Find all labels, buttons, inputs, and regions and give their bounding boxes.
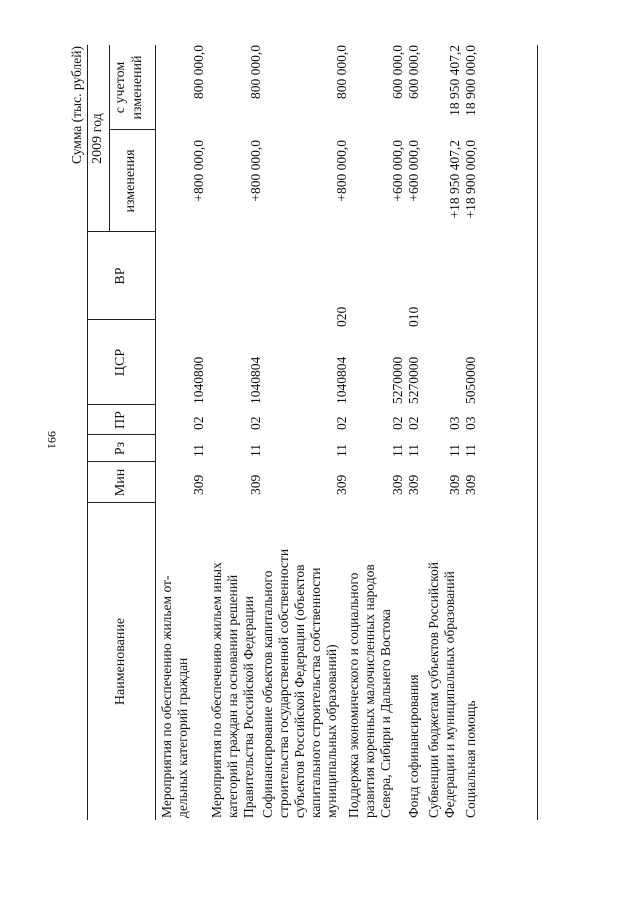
row-7-with-changes: 18 900 000,0 bbox=[463, 45, 478, 116]
row-4-name-line-3: Севера, Сибири и Дальнего Востока bbox=[378, 609, 393, 818]
row-3-name-line-4: капитального строительства собственности bbox=[308, 567, 323, 818]
row-2-pr: 02 bbox=[248, 416, 263, 430]
row-7-min: 309 bbox=[463, 474, 478, 495]
row-4-changes: +600 000,0 bbox=[390, 140, 405, 202]
row-7-changes: +18 900 000,0 bbox=[463, 140, 478, 219]
row-3-name-line-3: субъектов Российской Федерации (объектов bbox=[292, 564, 307, 818]
budget-table bbox=[87, 45, 537, 820]
header-with-changes-line2: изменений bbox=[130, 55, 145, 120]
row-5-with-changes: 600 000,0 bbox=[406, 45, 421, 99]
row-3-name-line-1: Софинансирование объектов капитального bbox=[260, 570, 275, 818]
row-1-min: 309 bbox=[191, 474, 206, 495]
header-bottom-border bbox=[155, 45, 156, 820]
row-4-name-line-1: Поддержка экономического и социального bbox=[346, 572, 361, 818]
row-4-csr: 5270000 bbox=[390, 356, 405, 404]
row-3-min: 309 bbox=[334, 474, 349, 495]
row-3-name-line-5: муниципальных образований) bbox=[324, 644, 339, 818]
row-3-with-changes: 800 000,0 bbox=[334, 45, 349, 99]
year-underline bbox=[109, 45, 110, 232]
row-6-min: 309 bbox=[447, 474, 462, 495]
row-2-name-line-1: Мероприятия по обеспечению жильем иных bbox=[209, 562, 224, 818]
row-3-pr: 02 bbox=[334, 416, 349, 430]
row-1-rz: 11 bbox=[191, 444, 206, 457]
table-border-bottom bbox=[537, 45, 538, 820]
row-2-rz: 11 bbox=[248, 444, 263, 457]
row-5-changes: +600 000,0 bbox=[406, 140, 421, 202]
row-4-min: 309 bbox=[390, 474, 405, 495]
row-1-name-line-2: дельных категорий граждан bbox=[175, 657, 190, 818]
header-vr: ВР bbox=[113, 267, 128, 285]
row-7-name-line-1: Социальная помощь bbox=[463, 700, 478, 818]
row-1-changes: +800 000,0 bbox=[191, 140, 206, 202]
row-2-with-changes: 800 000,0 bbox=[248, 45, 263, 99]
header-rz: Рз bbox=[113, 441, 128, 456]
row-2-name-line-2: категорий граждан на основании решений bbox=[225, 574, 240, 818]
row-4-pr: 02 bbox=[390, 416, 405, 430]
row-4-with-changes: 600 000,0 bbox=[390, 45, 405, 99]
row-7-pr: 03 bbox=[463, 416, 478, 430]
row-2-min: 309 bbox=[248, 474, 263, 495]
table-border-top bbox=[87, 45, 88, 820]
header-name: Наименование bbox=[113, 617, 128, 706]
header-pr: ПР bbox=[113, 411, 128, 429]
row-5-csr: 5270000 bbox=[406, 356, 421, 404]
header-year: 2009 год bbox=[90, 113, 105, 164]
row-5-rz: 11 bbox=[406, 444, 421, 457]
row-2-csr: 1040804 bbox=[248, 356, 263, 404]
row-3-changes: +800 000,0 bbox=[334, 140, 349, 202]
row-7-rz: 11 bbox=[463, 444, 478, 457]
row-3-rz: 11 bbox=[334, 444, 349, 457]
row-3-csr: 1040804 bbox=[334, 356, 349, 404]
row-1-pr: 02 bbox=[191, 416, 206, 430]
row-6-rz: 11 bbox=[447, 444, 462, 457]
row-2-name-line-3: Правительства Российской Федерации bbox=[241, 596, 256, 818]
row-6-pr: 03 bbox=[447, 416, 462, 430]
row-7-csr: 5050000 bbox=[463, 356, 478, 404]
row-4-name-line-2: развития коренных малочисленных народов bbox=[362, 564, 377, 818]
row-1-name-line-1: Мероприятия по обеспечению жильем от- bbox=[159, 575, 174, 818]
units-caption: Сумма (тыс. рублей) bbox=[69, 46, 84, 164]
header-with-changes-line1: с учетом bbox=[113, 61, 128, 114]
header-csr: ЦСР bbox=[113, 348, 128, 377]
row-2-changes: +800 000,0 bbox=[248, 140, 263, 202]
row-6-name-line-1: Субвенции бюджетам субъектов Российской bbox=[426, 562, 441, 818]
header-min: Мин bbox=[113, 468, 128, 497]
row-5-pr: 02 bbox=[406, 416, 421, 430]
row-4-rz: 11 bbox=[390, 444, 405, 457]
row-1-csr: 1040800 bbox=[191, 356, 206, 404]
row-1-with-changes: 800 000,0 bbox=[191, 45, 206, 99]
row-5-name-line-1: Фонд софинансирования bbox=[406, 674, 421, 818]
row-6-with-changes: 18 950 407,2 bbox=[447, 45, 462, 116]
row-5-min: 309 bbox=[406, 474, 421, 495]
row-3-vr: 020 bbox=[334, 306, 349, 327]
header-changes: изменения bbox=[123, 149, 138, 213]
row-6-changes: +18 950 407,2 bbox=[447, 140, 462, 219]
page-number: 991 bbox=[45, 431, 59, 449]
row-6-name-line-2: Федерации и муниципальных образований bbox=[442, 571, 457, 818]
row-5-vr: 010 bbox=[406, 306, 421, 327]
row-3-name-line-2: строительства государственной собственности bbox=[276, 548, 291, 818]
